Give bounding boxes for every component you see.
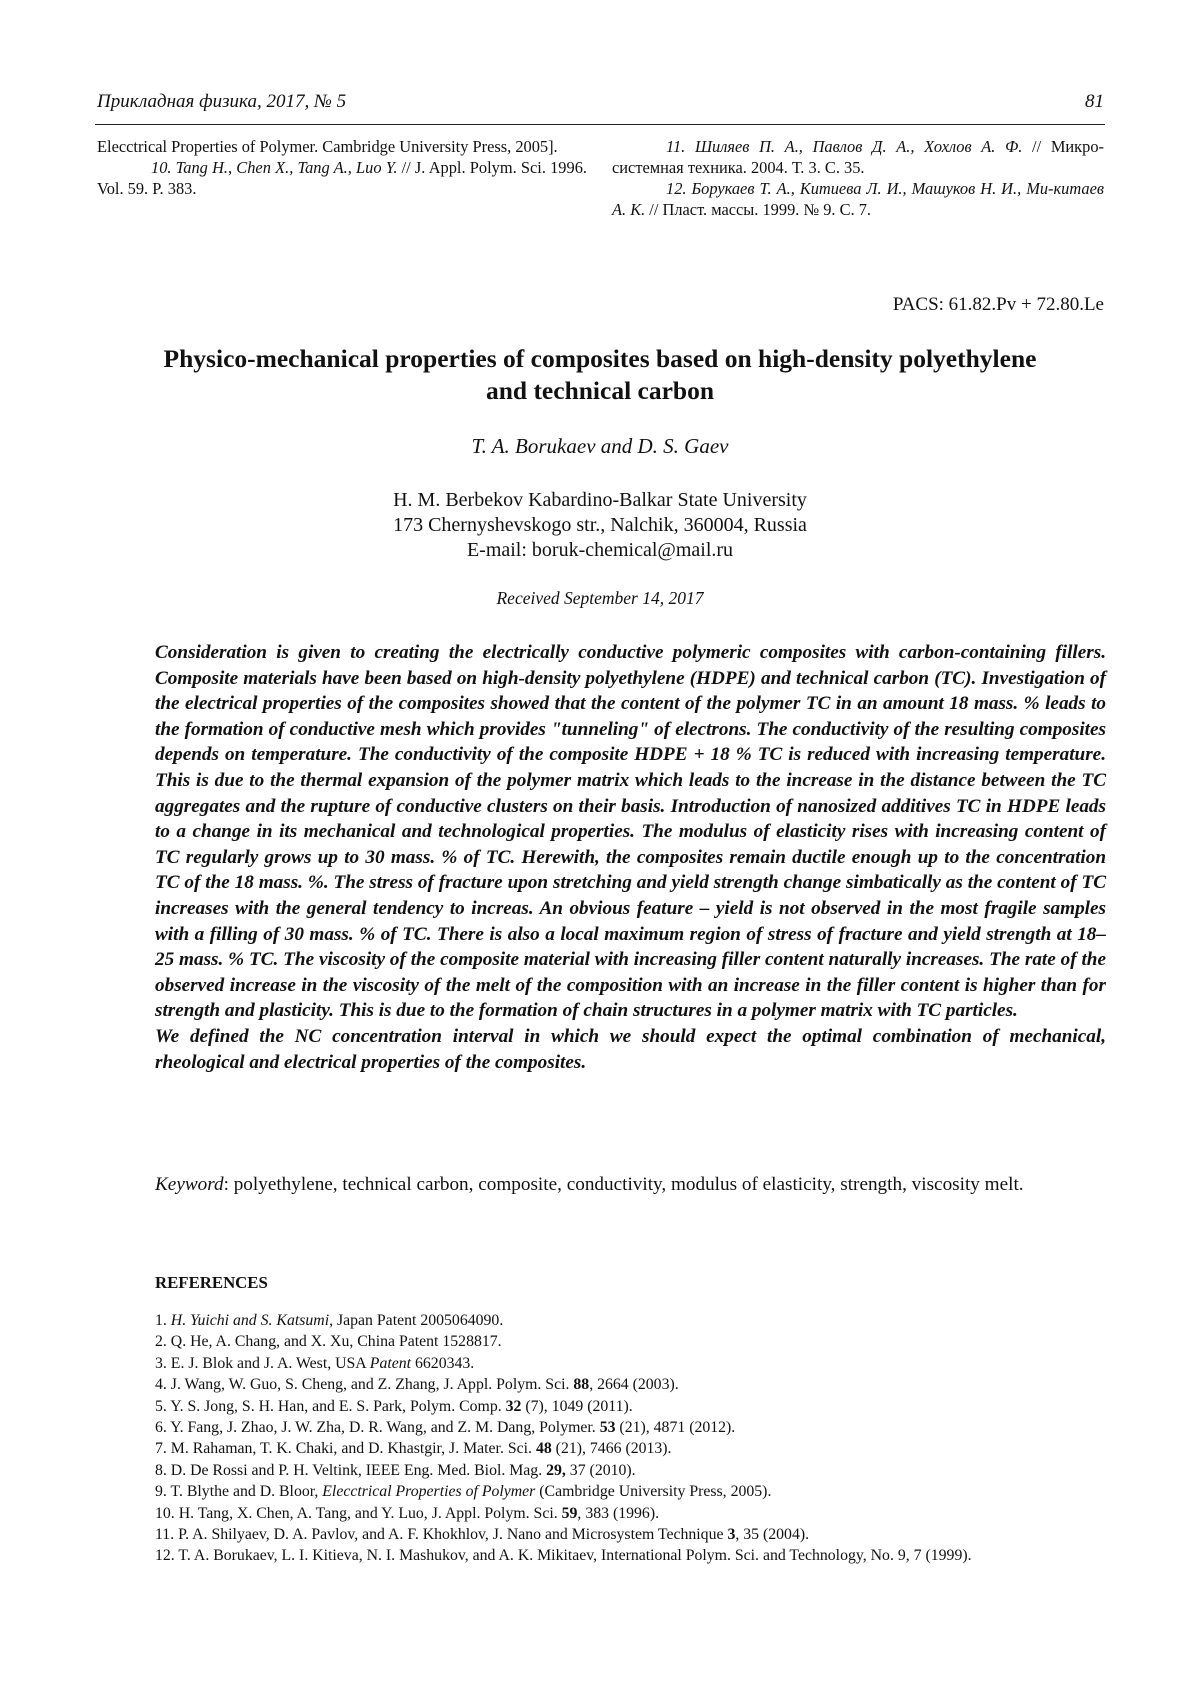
reference-8-volume: 29, — [546, 1461, 566, 1479]
reference-10-post: , 383 (1996). — [577, 1504, 660, 1522]
references-list — [155, 1310, 1115, 1567]
reference-11-volume: 3 — [727, 1526, 736, 1544]
abstract — [155, 640, 1106, 1075]
keywords-text: : polyethylene, technical carbon, composite, conductivity, modulus of elasticity, strength, viscosity melt. — [223, 1174, 1024, 1195]
reference-5-volume: 32 — [505, 1397, 522, 1415]
reference-item-4 — [155, 1374, 1115, 1395]
header-rule — [95, 124, 1105, 125]
reference-4-post: , 2664 (2003). — [589, 1376, 679, 1394]
prev-refs-left-column — [97, 136, 587, 199]
prev-ref-10-rest: // J. Appl. Polym. Sci. 1996. Vol. 59. P. 383. — [97, 158, 587, 198]
reference-1-rest: Japan Patent 2005064090. — [333, 1312, 504, 1329]
reference-item-3 — [155, 1353, 1115, 1374]
reference-10-volume: 59 — [561, 1504, 578, 1522]
reference-item-9 — [155, 1481, 1115, 1502]
reference-7-pre: 7. M. Rahaman, T. K. Chaki, and D. Khastgir, J. Mater. Sci. — [155, 1440, 536, 1458]
reference-6-pre: 6. Y. Fang, J. Zhao, J. W. Zha, D. R. Wang, and Z. M. Dang, Polymer. — [155, 1419, 600, 1437]
pacs-code: PACS: 61.82.Pv + 72.80.Le — [892, 294, 1104, 315]
reference-4-volume: 88 — [573, 1376, 590, 1394]
prev-refs-right-column — [612, 136, 1104, 220]
prev-ref-10 — [97, 157, 587, 199]
reference-9-italic: Elecctrical Properties of Polymer — [322, 1483, 536, 1501]
affiliation-email: E-mail: boruk-chemical@mail.ru — [466, 539, 734, 561]
reference-1-number: 1. — [155, 1312, 171, 1329]
prev-ref-12-authors: 12. Борукаев Т. А., Китиева Л. И., Машуков Н. И., Ми-китаев А. К. — [612, 179, 1104, 219]
reference-8-pre: 8. D. De Rossi and P. H. Veltink, IEEE Eng. Med. Biol. Mag. — [155, 1461, 547, 1479]
reference-9-pre: 9. T. Blythe and D. Bloor, — [155, 1483, 323, 1501]
reference-item-8 — [155, 1460, 1115, 1481]
prev-ref-9-tail: Elecctrical Properties of Polymer. Cambridge University Press, 2005]. — [97, 137, 558, 156]
article-title — [100, 343, 1100, 407]
reference-11-post: , 35 (2004). — [735, 1526, 810, 1544]
affiliation-line-1: H. M. Berbekov Kabardino-Balkar State University — [393, 489, 807, 511]
reference-item-2: 2. Q. He, A. Chang, and X. Xu, China Patent 1528817. — [155, 1333, 502, 1351]
reference-item-7 — [155, 1438, 1115, 1459]
page-number: 81 — [1085, 91, 1104, 112]
reference-8-post: 37 (2010). — [565, 1461, 636, 1479]
keywords — [155, 1172, 1106, 1198]
received-date: Received September 14, 2017 — [496, 588, 704, 608]
prev-ref-11 — [612, 136, 1104, 178]
prev-ref-12 — [612, 178, 1104, 220]
reference-5-post: (7), 1049 (2011). — [521, 1397, 633, 1415]
reference-item-1 — [155, 1310, 1115, 1331]
abstract-paragraph-1: Consideration is given to creating the electrically conductive polymeric composites with carbon-containing fillers. Composite materials have been based on high-density polyethylene (HDPE) and technical carbon (TC). Investigation of the electrical properties of the composites showed that the content of the polymer TC in an amount 18 mass. % leads to the formation of conductive mesh which provides "tunneling" of electrons. The conductivity of the resulting composites depends on temperature. The conductivity of the composite HDPE + 18 % TC is reduced with increasing temperature. This is due to the thermal expansion of the polymer matrix which leads to the increase in the distance between the TC aggregates and the rupture of conductive clusters on their basis. Introduction of nanosized additives TC in HDPE leads to a change in its mechanical and technological properties. The modulus of elasticity rises with increasing content of TC regularly grows up to 30 mass. % of TC. Herewith, the composites remain ductile enough up to the concentration TC of the 18 mass. %. The stress of fracture upon stretching and yield strength change simbatically as the content of TC increases with the general tendency to increas. An obvious feature – yield is not observed in the most fragile samples with a filling of 30 mass. % of TC. There is also a local maximum region of stress of fracture and yield strength at 18–25 mass. % TC. The viscosity of the composite material with increasing filler content naturally increases. The rate of the observed increase in the viscosity of the melt of the composition with an increase in the filler content is higher than for strength and plasticity. This is due to the formation of chain structures in a polymer matrix with TC particles. — [155, 642, 1106, 1022]
keywords-label: Keyword — [155, 1174, 224, 1195]
article-authors: T. A. Borukaev and D. S. Gaev — [471, 434, 729, 458]
reference-5-pre: 5. Y. S. Jong, S. H. Han, and E. S. Park, Polym. Comp. — [155, 1397, 506, 1415]
reference-item-10 — [155, 1503, 1115, 1524]
abstract-paragraph-2: We defined the NC concentration interval in which we should expect the optimal combination of mechanical, rheological and electrical properties of the composites. — [155, 1025, 1106, 1073]
reference-11-pre: 11. P. A. Shilyaev, D. A. Pavlov, and A. F. Khokhlov, J. Nano and Microsystem Technique — [155, 1526, 728, 1544]
prev-ref-12-rest: // Пласт. массы. 1999. № 9. С. 7. — [645, 200, 872, 219]
reference-9-post: (Cambridge University Press, 2005). — [535, 1483, 772, 1501]
prev-ref-11-authors: 11. Шиляев П. А., Павлов Д. А., Хохлов А. Ф. — [666, 137, 1023, 156]
reference-3-italic: Patent — [369, 1354, 412, 1372]
reference-item-11 — [155, 1524, 1115, 1545]
reference-item-6 — [155, 1417, 1115, 1438]
reference-7-post: (21), 7466 (2013). — [551, 1440, 672, 1458]
running-header-journal: Прикладная физика, 2017, № 5 — [97, 91, 347, 112]
references-heading: REFERENCES — [155, 1273, 268, 1292]
affiliation — [0, 488, 1200, 563]
reference-6-post: (21), 4871 (2012). — [615, 1419, 736, 1437]
reference-3-post: 6620343. — [411, 1354, 475, 1372]
reference-item-12: 12. T. A. Borukaev, L. I. Kitieva, N. I. Mashukov, and A. K. Mikitaev, International Polym. Sci. and Technology, No. 9, 7 (1999). — [155, 1547, 972, 1565]
reference-3-pre: 3. E. J. Blok and J. A. West, USA — [155, 1354, 370, 1372]
reference-4-pre: 4. J. Wang, W. Guo, S. Cheng, and Z. Zhang, J. Appl. Polym. Sci. — [155, 1376, 574, 1394]
reference-item-5 — [155, 1396, 1115, 1417]
reference-1-authors: H. Yuichi and S. Katsumi, — [170, 1312, 334, 1329]
article-title-line-2: and technical carbon — [485, 376, 715, 405]
article-title-line-1: Physico-mechanical properties of composites based on high-density polyethylene — [163, 344, 1037, 373]
reference-7-volume: 48 — [535, 1440, 552, 1458]
reference-6-volume: 53 — [599, 1419, 616, 1437]
prev-ref-10-authors: 10. Tang H., Chen X., Tang A., Luo Y. — [151, 158, 398, 177]
reference-10-pre: 10. H. Tang, X. Chen, A. Tang, and Y. Luo, J. Appl. Polym. Sci. — [155, 1504, 562, 1522]
affiliation-line-2: 173 Chernyshevskogo str., Nalchik, 360004, Russia — [393, 514, 807, 536]
prev-ref-11-rest: // Микро-системная техника. 2004. Т. 3. С. 35. — [612, 137, 1104, 177]
